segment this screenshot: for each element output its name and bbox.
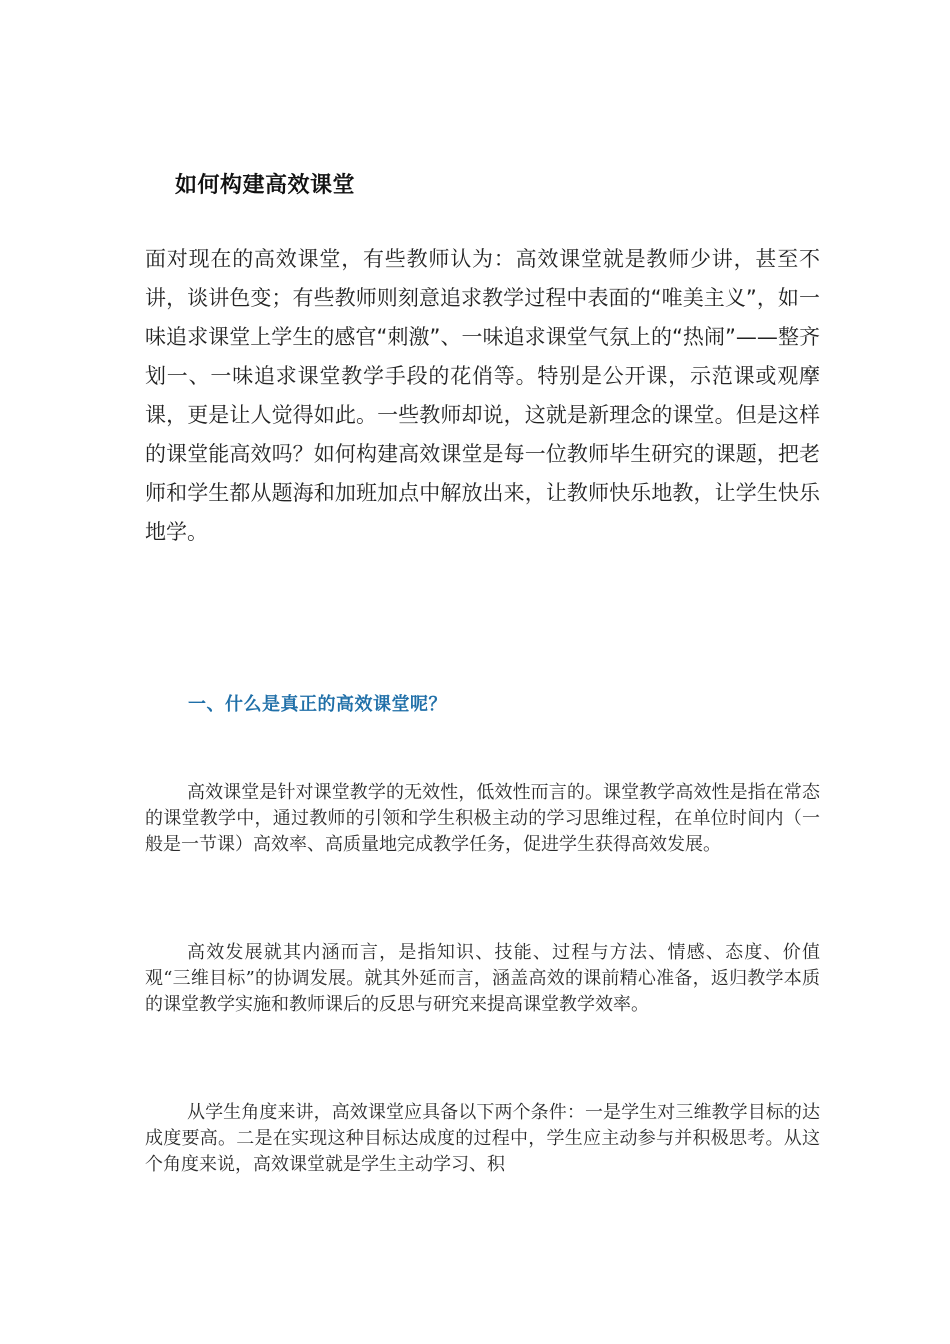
section-heading: 一、什么是真正的高效课堂呢？ (188, 694, 447, 715)
document-title: 如何构建高效课堂 (175, 173, 356, 198)
body-paragraph-1: 高效课堂是针对课堂教学的无效性，低效性而言的。课堂教学高效性是指在常态的课堂教学中，通过教师的引领和学生积极主动的学习思维过程，在单位时间内（一般是一节课）高效率、高质量地完成教学任务，促进学生获得高效发展。 (145, 782, 820, 855)
body-paragraph-2: 高效发展就其内涵而言，是指知识、技能、过程与方法、情感、态度、价值观“三维目标”的协调发展。就其外延而言，涵盖高效的课前精心准备，返归教学本质的课堂教学实施和教师课后的反思与研究来提高课堂教学效率。 (145, 942, 820, 1015)
body-paragraph-3: 从学生角度来讲，高效课堂应具备以下两个条件：一是学生对三维教学目标的达成度要高。二是在实现这种目标达成度的过程中，学生应主动参与并积极思考。从这个角度来说，高效课堂就是学生主动学习、积 (145, 1102, 820, 1175)
intro-paragraph: 面对现在的高效课堂，有些教师认为：高效课堂就是教师少讲，甚至不讲，谈讲色变；有些教师则刻意追求教学过程中表面的“唯美主义”，如一味追求课堂上学生的感官“刺激”、一味追求课堂气氛上的“热闹”——整齐划一、一味追求课堂教学手段的花俏等。特别是公开课，示范课或观摩课，更是让人觉得如此。一些教师却说，这就是新理念的课堂。但是这样的课堂能高效吗？如何构建高效课堂是每一位教师毕生研究的课题，把老师和学生都从题海和加班加点中解放出来，让教师快乐地教，让学生快乐地学。 (145, 247, 820, 544)
